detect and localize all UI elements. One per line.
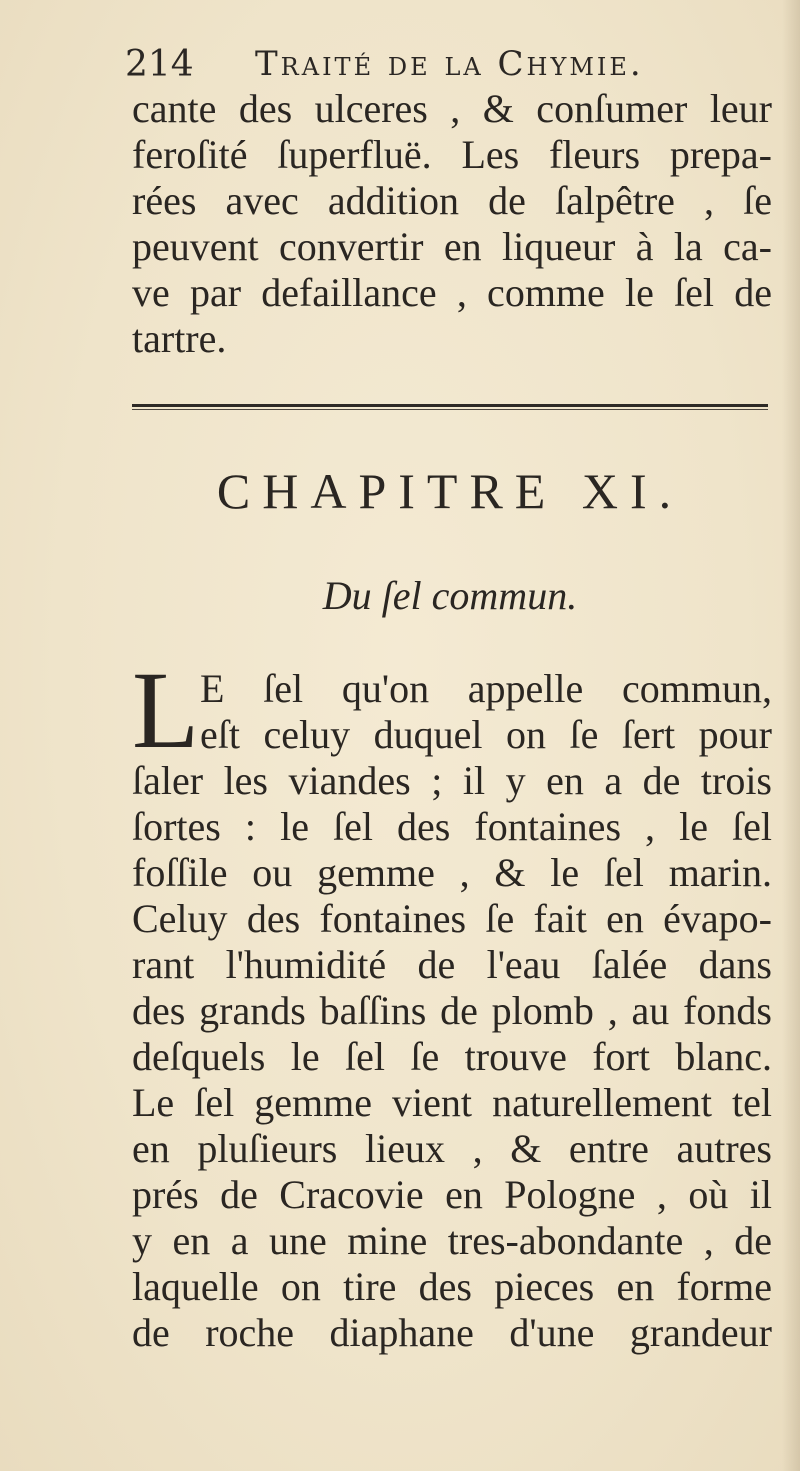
text-line: Celuy des fontaines ſe fait en évapo-	[132, 896, 772, 941]
text-line: deſquels le ſel ſe trouve fort blanc.	[132, 1034, 772, 1079]
text-line: rées avec addition de ſalpêtre , ſe	[132, 178, 772, 223]
text-line: tartre.	[132, 316, 227, 361]
chapter-divider-rule	[132, 404, 768, 410]
text-line: des grands baſſins de plomb , au fonds	[132, 988, 772, 1033]
text-line: laquelle on tire des pieces en forme	[132, 1264, 772, 1309]
text-line: prés de Cracovie en Pologne , où il	[132, 1172, 772, 1217]
text-line: en pluſieurs lieux , & entre autres	[132, 1126, 772, 1171]
chapter-subtitle: Du ſel commun.	[322, 573, 578, 618]
text-line: peuvent convertir en liqueur à la ca-	[132, 224, 772, 269]
text-line: foſſile ou gemme , & le ſel marin.	[132, 850, 772, 895]
text-line: rant l'humidité de l'eau ſalée dans	[132, 942, 772, 987]
text-line: cante des ulceres , & conſumer leur	[132, 86, 772, 131]
page-number: 214	[125, 44, 194, 85]
text-line: ſaler les viandes ; il y en a de trois	[132, 758, 772, 803]
drop-cap: L	[132, 649, 200, 771]
running-head	[125, 40, 725, 90]
main-paragraph	[132, 666, 772, 1356]
text-line: de roche diaphane d'une grandeur	[132, 1310, 772, 1355]
text-line: feroſité ſuperfluë. Les fleurs prepa-	[132, 132, 772, 177]
text-line: E ſel qu'on appelle commun,	[200, 666, 772, 711]
chapter-heading: CHAPITRE XI.	[216, 463, 684, 519]
text-line: ve par defaillance , comme le ſel de	[132, 270, 772, 315]
text-line: eſt celuy duquel on ſe ſert pour	[200, 712, 772, 757]
text-line: Le ſel gemme vient naturellement tel	[132, 1080, 772, 1125]
text-line: y en a une mine tres-abondante , de	[132, 1218, 772, 1263]
text-line: ſortes : le ſel des fontaines , le ſel	[132, 804, 772, 849]
running-title: Traité de la Chymie.	[255, 44, 644, 84]
top-paragraph	[132, 86, 772, 362]
